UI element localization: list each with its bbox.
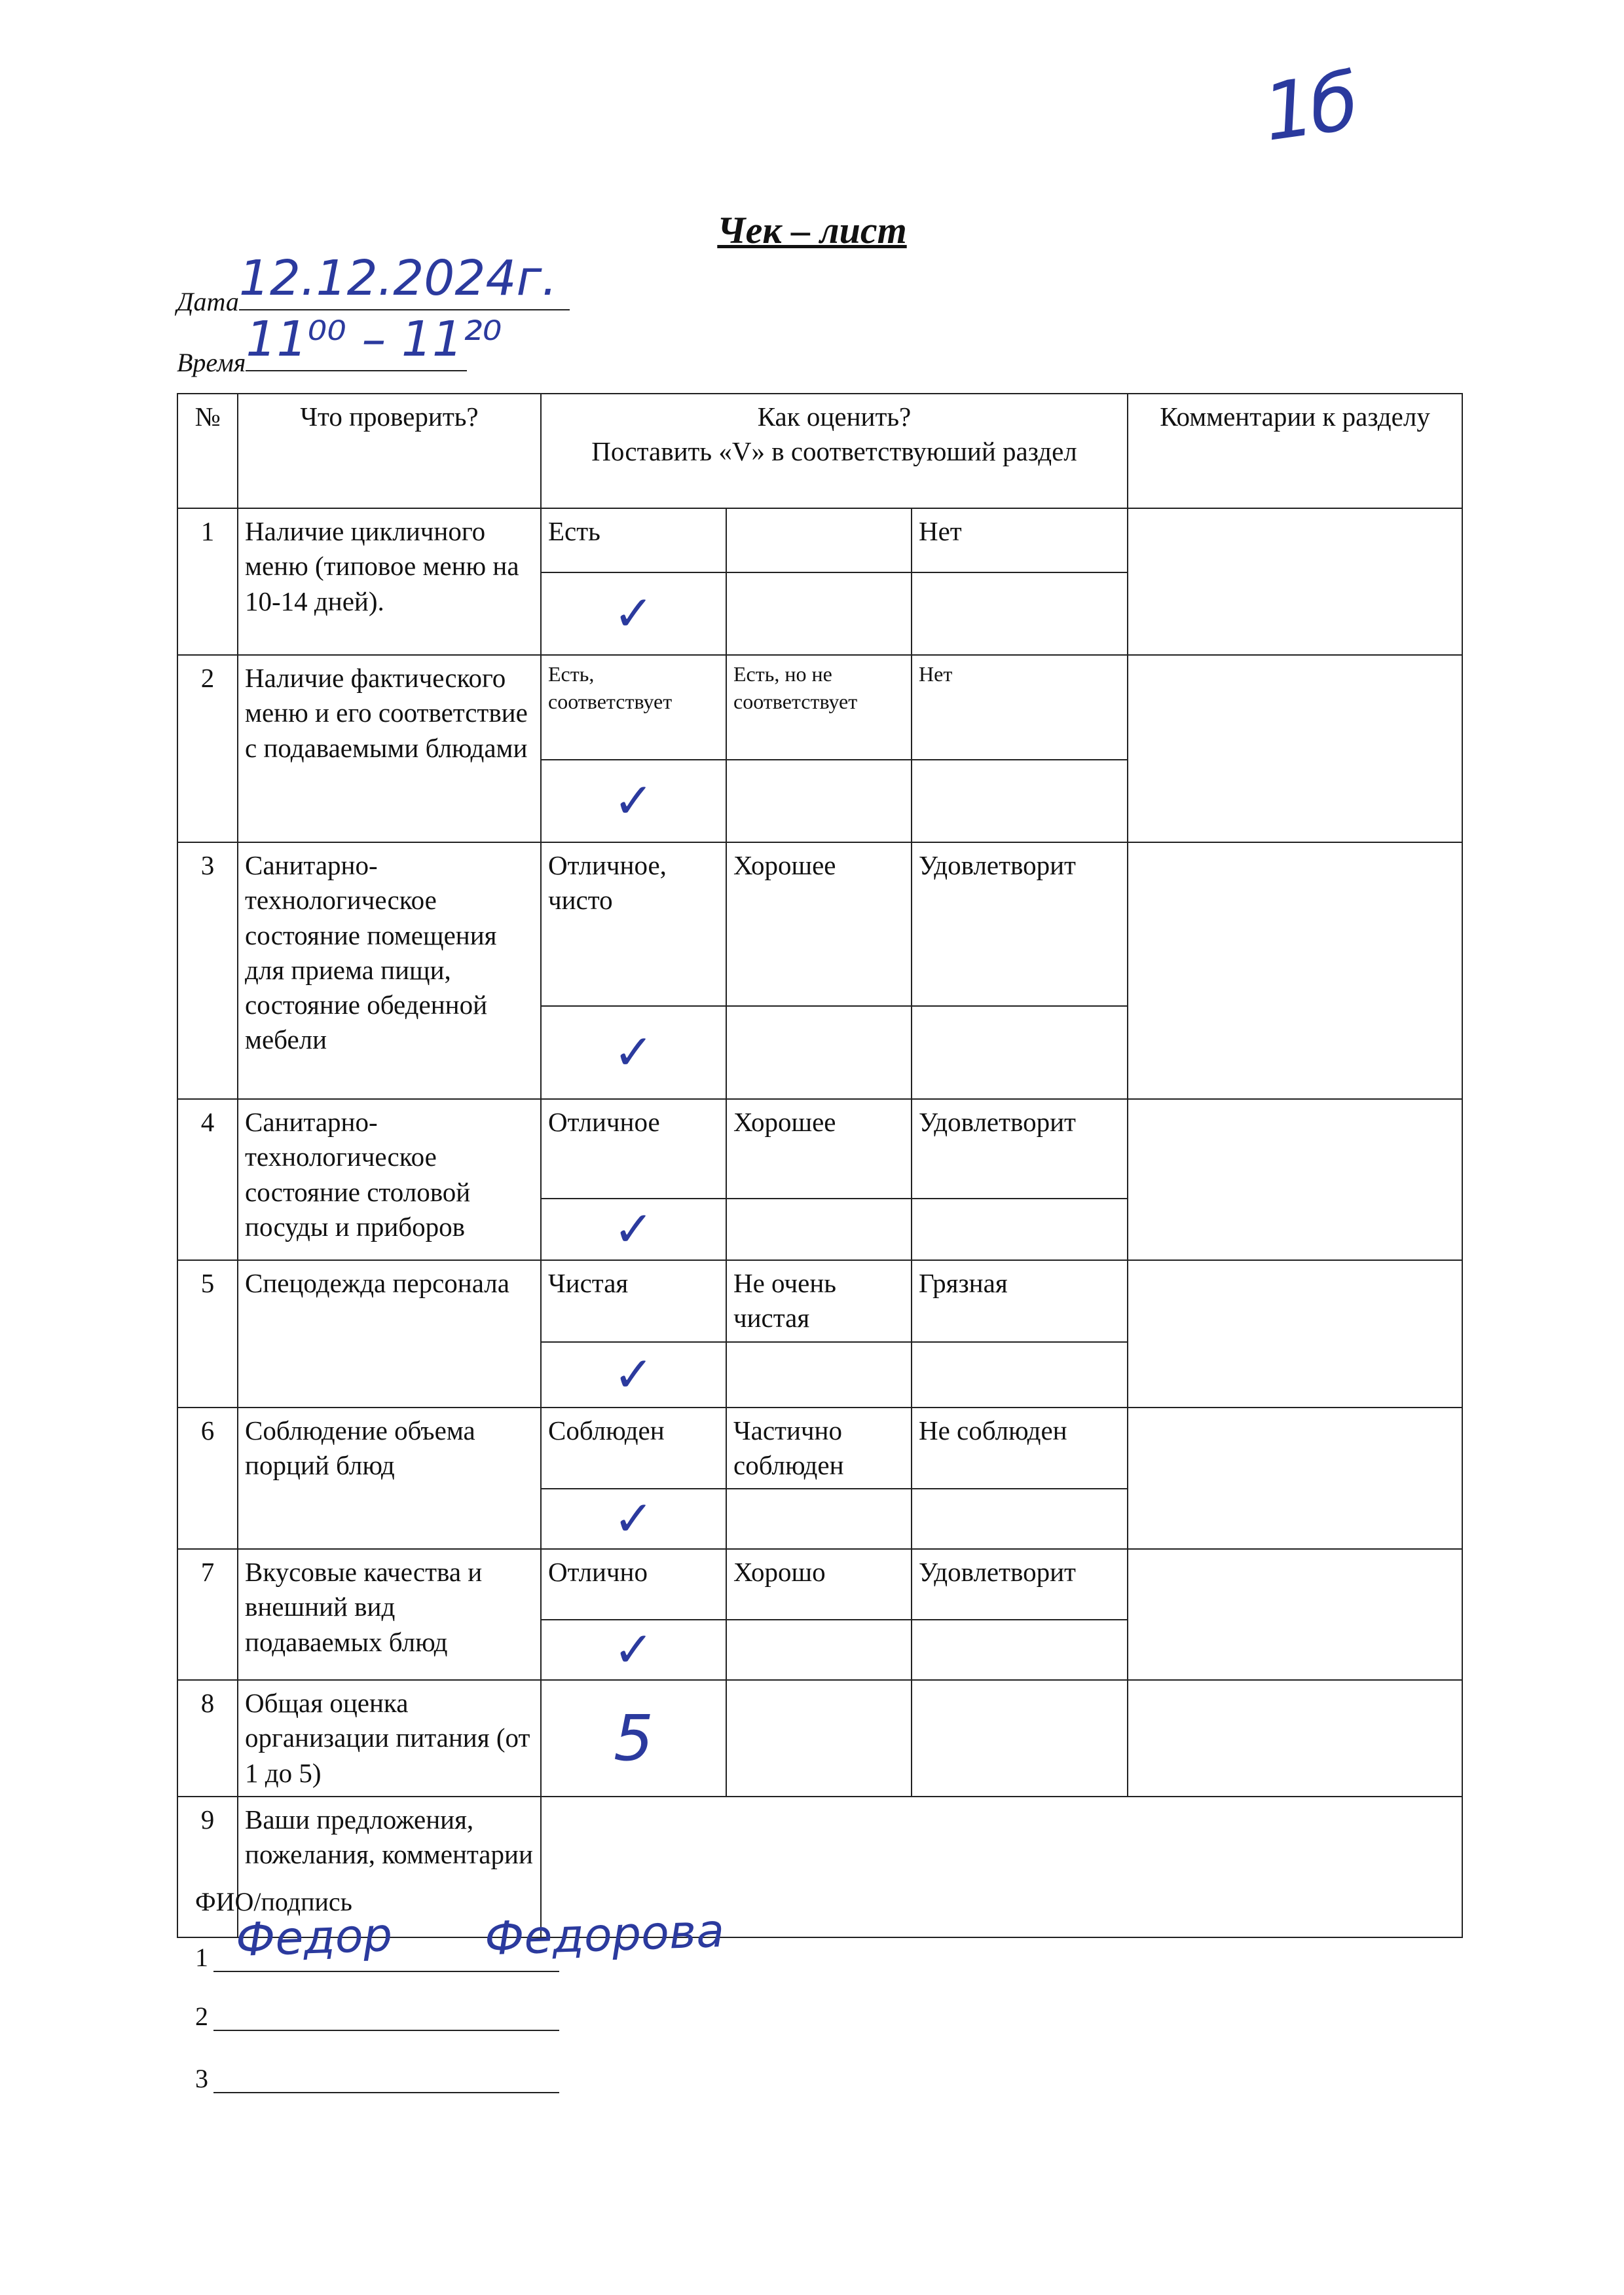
empty-mark-cell xyxy=(912,760,1128,842)
option-label: Хорошо xyxy=(726,1549,912,1620)
row-criterion: Соблюдение объема порций блюд xyxy=(238,1408,541,1550)
option-label: Не очень чистая xyxy=(726,1260,912,1342)
signature-line xyxy=(213,2092,559,2093)
option-label: Частично соблюден xyxy=(726,1408,912,1489)
empty-mark-cell xyxy=(912,572,1128,655)
check-mark-cell xyxy=(541,760,726,842)
row-number: 7 xyxy=(177,1549,238,1680)
score-value: 5 xyxy=(613,1702,654,1776)
date-label: Дата xyxy=(177,287,239,316)
row-criterion: Общая оценка организации питания (от 1 до 5) xyxy=(238,1680,541,1797)
time-value: 11⁰⁰ – 11²⁰ xyxy=(246,311,502,367)
row-criterion: Наличие фактического меню и его соответствие с подаваемыми блюдами xyxy=(238,655,541,842)
table-row xyxy=(177,508,1462,572)
empty-mark-cell xyxy=(726,1620,912,1680)
option-label: Отлично xyxy=(541,1549,726,1620)
option-label: Отличное xyxy=(541,1099,726,1199)
corner-mark: 1б xyxy=(1258,56,1361,159)
empty-mark-cell xyxy=(912,1620,1128,1680)
row-number: 2 xyxy=(177,655,238,842)
option-label: Соблюден xyxy=(541,1408,726,1489)
checklist-table xyxy=(177,393,1463,1938)
signature-line-number: 2 xyxy=(195,2002,208,2031)
signature-line xyxy=(213,2030,559,2031)
option-label: Удовлетворит xyxy=(912,1549,1128,1620)
footer-label: ФИО/подпись xyxy=(195,1887,352,1916)
table-row xyxy=(177,1260,1462,1342)
header-num: № xyxy=(177,394,238,508)
score-cell xyxy=(541,1680,726,1797)
row-criterion: Санитарно-технологическое состояние столовой посуды и приборов xyxy=(238,1099,541,1260)
option-label: Удовлетворит xyxy=(912,1099,1128,1199)
header-how: Как оценить? Поставить «V» в соответствуюший раздел xyxy=(541,394,1128,508)
check-mark-cell xyxy=(541,572,726,655)
row-number: 8 xyxy=(177,1680,238,1797)
row-number: 1 xyxy=(177,508,238,655)
row-criterion: Наличие цикличного меню (типовое меню на 10-14 дней). xyxy=(238,508,541,655)
signature-line-number: 1 xyxy=(195,1943,208,1972)
row-number: 3 xyxy=(177,842,238,1099)
empty-mark-cell xyxy=(912,1342,1128,1408)
check-mark-cell xyxy=(541,1199,726,1260)
empty-mark-cell xyxy=(726,1489,912,1549)
row-number: 6 xyxy=(177,1408,238,1550)
empty-mark-cell xyxy=(912,1199,1128,1260)
time-field xyxy=(177,311,502,378)
row-comment-cell xyxy=(1128,1260,1462,1408)
handwritten-signature: Федор xyxy=(234,1907,394,1968)
empty-mark-cell xyxy=(726,572,912,655)
row-comment-cell xyxy=(1128,1680,1462,1797)
table-row xyxy=(177,1680,1462,1797)
table-row xyxy=(177,842,1462,1006)
check-mark-icon: ✓ xyxy=(613,586,654,642)
check-mark-icon: ✓ xyxy=(613,1024,654,1081)
time-line xyxy=(246,311,502,371)
empty-mark-cell xyxy=(726,1199,912,1260)
header-what: Что проверить? xyxy=(238,394,541,508)
check-mark-icon: ✓ xyxy=(613,1622,654,1679)
row-comment-cell xyxy=(1128,655,1462,842)
check-mark-icon: ✓ xyxy=(613,1346,654,1403)
row-criterion: Спецодежда персонала xyxy=(238,1260,541,1408)
option-label: Удовлетворит xyxy=(912,842,1128,1006)
table-row xyxy=(177,1099,1462,1199)
option-label: Хорошее xyxy=(726,842,912,1006)
check-mark-icon: ✓ xyxy=(613,773,654,829)
check-mark-icon: ✓ xyxy=(613,1201,654,1258)
row-comment-cell xyxy=(1128,1099,1462,1260)
empty-mark-cell xyxy=(726,760,912,842)
table-row xyxy=(177,1408,1462,1489)
option-label: Нет xyxy=(912,655,1128,760)
option-label: Чистая xyxy=(541,1260,726,1342)
option-label: Хорошее xyxy=(726,1099,912,1199)
option-label: Есть xyxy=(541,508,726,572)
date-line xyxy=(238,250,570,310)
option-label: Есть, но не соответствует xyxy=(726,655,912,760)
option-label: Есть, соответствует xyxy=(541,655,726,760)
signature-line-number: 3 xyxy=(195,2064,208,2093)
time-label: Время xyxy=(177,348,246,377)
empty-mark-cell xyxy=(912,1006,1128,1099)
table-row xyxy=(177,1549,1462,1620)
date-value: 12.12.2024г. xyxy=(238,250,557,307)
row-criterion: Санитарно-технологическое состояние помещения для приема пищи, состояние обеденной мебели xyxy=(238,842,541,1099)
header-row xyxy=(177,394,1462,508)
row-comment-cell xyxy=(1128,508,1462,655)
empty-cell xyxy=(726,1680,912,1797)
handwritten-name: Федорова xyxy=(483,1903,726,1966)
option-label: Грязная xyxy=(912,1260,1128,1342)
option-label: Нет xyxy=(912,508,1128,572)
empty-mark-cell xyxy=(726,1342,912,1408)
row-comment-cell xyxy=(1128,1549,1462,1680)
row-criterion: Ваши предложения, пожелания, комментарии xyxy=(238,1797,541,1937)
row-number: 5 xyxy=(177,1260,238,1408)
empty-mark-cell xyxy=(912,1489,1128,1549)
check-mark-cell xyxy=(541,1489,726,1549)
row-comment-cell xyxy=(1128,1408,1462,1550)
row-criterion: Вкусовые качества и внешний вид подаваемых блюд xyxy=(238,1549,541,1680)
empty-mark-cell xyxy=(726,1006,912,1099)
check-mark-cell xyxy=(541,1342,726,1408)
check-mark-cell xyxy=(541,1620,726,1680)
page-title: Чек – лист xyxy=(717,209,907,252)
check-mark-cell xyxy=(541,1006,726,1099)
signature-line xyxy=(213,1971,559,1972)
row-number: 4 xyxy=(177,1099,238,1260)
row-comment-cell xyxy=(1128,842,1462,1099)
empty-cell xyxy=(912,1680,1128,1797)
option-label: Не соблюден xyxy=(912,1408,1128,1489)
header-comments: Комментарии к разделу xyxy=(1128,394,1462,508)
option-label: Отличное, чисто xyxy=(541,842,726,1006)
table-row xyxy=(177,655,1462,760)
row-number: 9 xyxy=(177,1797,238,1937)
check-mark-icon: ✓ xyxy=(613,1491,654,1548)
option-label xyxy=(726,508,912,572)
